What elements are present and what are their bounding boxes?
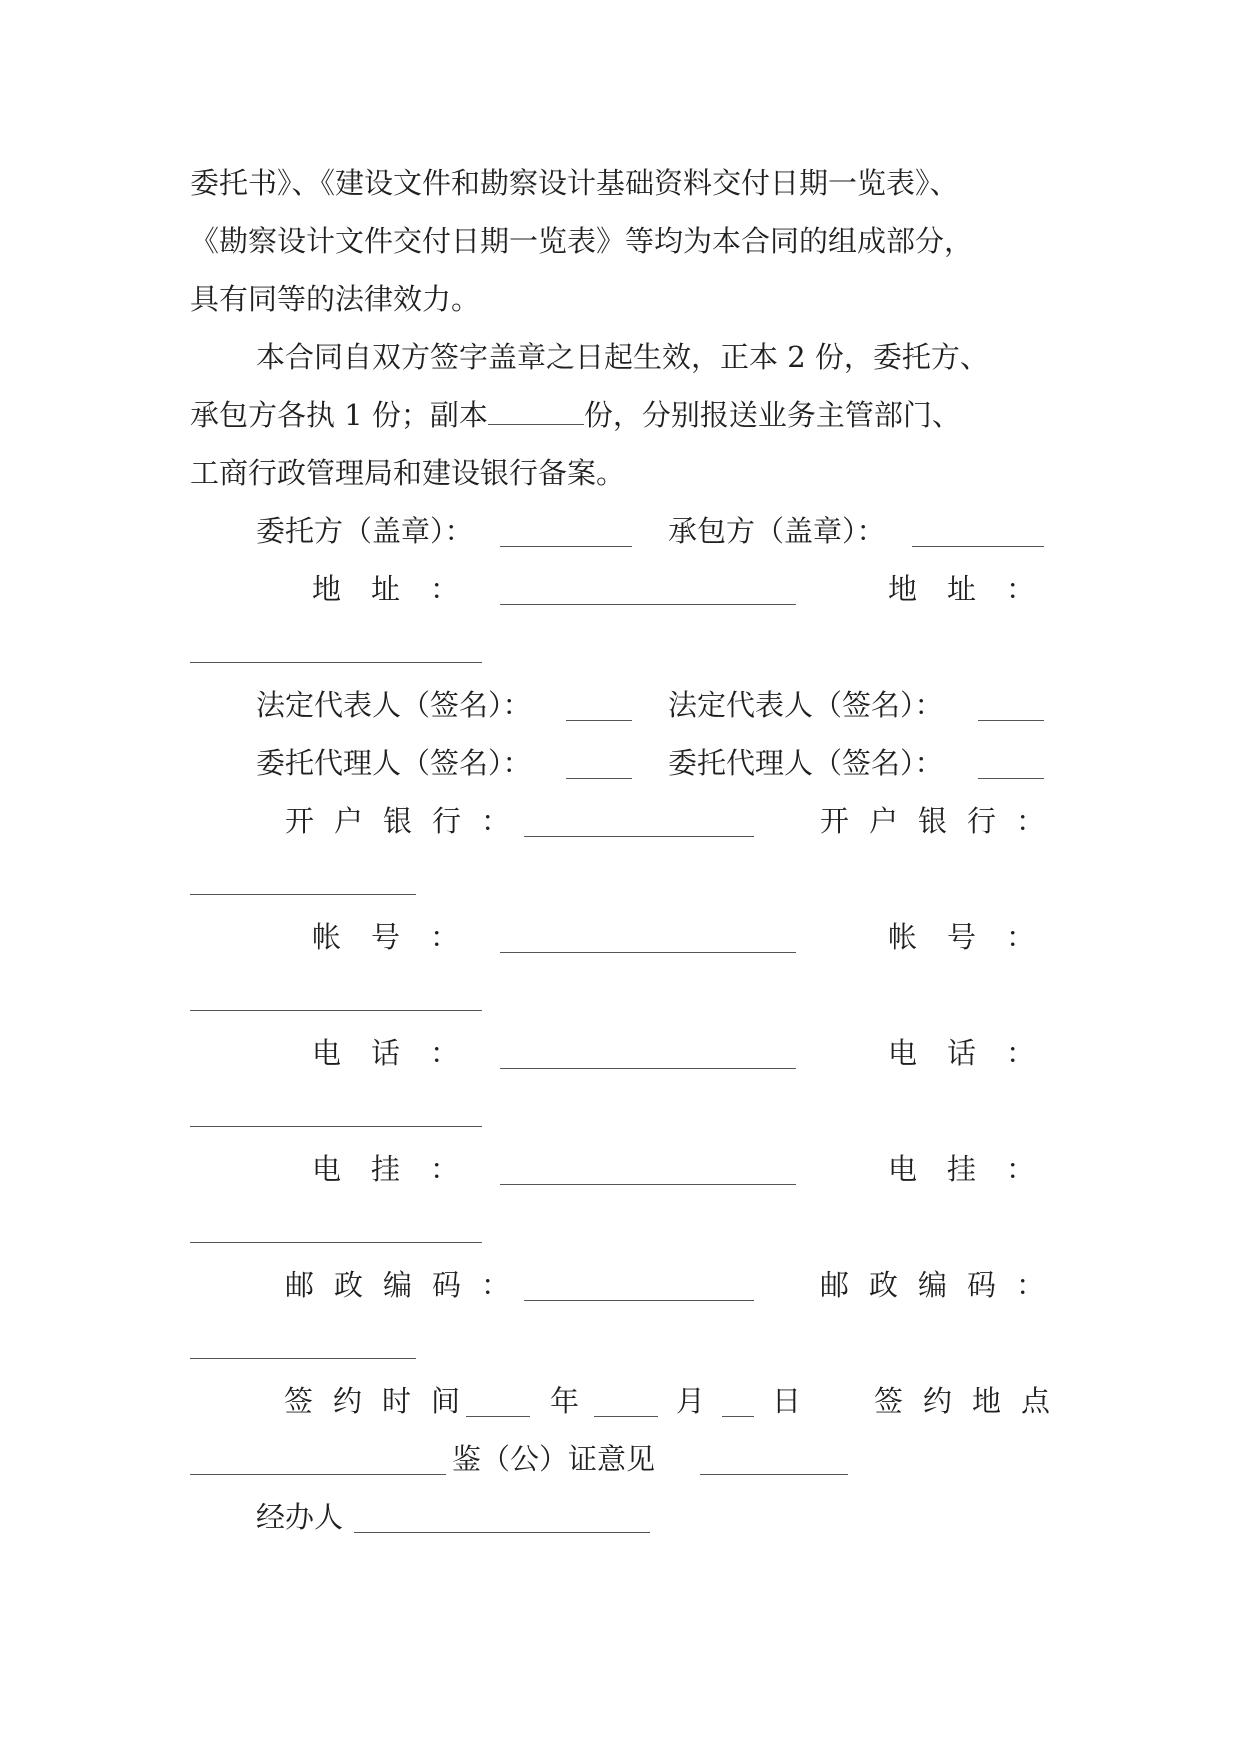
client-telegraph-label: 电挂： xyxy=(312,1152,490,1186)
client-seal-blank[interactable] xyxy=(500,524,632,547)
client-postcode-label: 邮政编码： xyxy=(285,1268,531,1302)
client-address-label: 地址： xyxy=(312,572,490,606)
year-blank[interactable] xyxy=(466,1394,530,1417)
para2-line2 xyxy=(190,386,1070,444)
month-label: 月 xyxy=(676,1384,706,1418)
handler-blank[interactable] xyxy=(354,1510,650,1533)
day-label: 日 xyxy=(772,1384,802,1418)
para1-line3: 具有同等的法律效力。 xyxy=(190,282,481,316)
contractor-postcode-label: 邮政编码： xyxy=(820,1268,1066,1302)
month-blank[interactable] xyxy=(594,1394,658,1417)
signing-place-blank[interactable] xyxy=(190,1452,446,1475)
client-phone-blank[interactable] xyxy=(500,1046,796,1069)
client-bank-label: 开户银行： xyxy=(285,804,531,838)
contractor-postcode-blank[interactable] xyxy=(190,1336,416,1359)
contractor-legal-rep-label: 法定代表人（签名）： xyxy=(668,688,944,722)
client-account-blank[interactable] xyxy=(500,930,796,953)
contractor-agent-label: 委托代理人（签名）： xyxy=(668,746,944,780)
client-phone-label: 电话： xyxy=(312,1036,490,1070)
year-label: 年 xyxy=(550,1384,580,1418)
para2-line3: 工商行政管理局和建设银行备案。 xyxy=(190,456,626,490)
client-seal-label: 委托方（盖章）： xyxy=(256,514,474,548)
contractor-bank-label: 开户银行： xyxy=(820,804,1066,838)
client-bank-blank[interactable] xyxy=(524,814,754,837)
client-agent-label: 委托代理人（签名）： xyxy=(256,746,532,780)
notary-blank[interactable] xyxy=(700,1452,848,1475)
contractor-address-blank[interactable] xyxy=(190,640,482,663)
contractor-account-label: 帐号： xyxy=(888,920,1066,954)
contractor-legal-rep-blank[interactable] xyxy=(978,698,1044,721)
client-postcode-blank[interactable] xyxy=(524,1278,754,1301)
para2-line1: 本合同自双方签字盖章之日起生效，正本 2 份，委托方、 xyxy=(256,340,989,374)
para1-line1: 委托书》、《建设文件和勘察设计基础资料交付日期一览表》、 xyxy=(190,166,959,200)
contractor-agent-blank[interactable] xyxy=(978,756,1044,779)
contractor-phone-label: 电话： xyxy=(888,1036,1066,1070)
client-account-label: 帐号： xyxy=(312,920,490,954)
contractor-address-label: 地址： xyxy=(888,572,1066,606)
client-agent-blank[interactable] xyxy=(566,756,632,779)
copies-blank[interactable] xyxy=(488,402,584,425)
para2-line2-start: 承包方各执 1 份；副本 xyxy=(190,398,488,432)
contractor-account-blank[interactable] xyxy=(190,988,482,1011)
para1-line2: 《勘察设计文件交付日期一览表》等均为本合同的组成部分， xyxy=(190,224,974,258)
client-address-blank[interactable] xyxy=(500,582,796,605)
contractor-seal-label: 承包方（盖章）： xyxy=(668,514,886,548)
signing-place-label: 签约地点 xyxy=(874,1384,1071,1418)
contractor-bank-blank[interactable] xyxy=(190,872,416,895)
contractor-phone-blank[interactable] xyxy=(190,1104,482,1127)
signing-time-label: 签约时间 xyxy=(284,1384,481,1418)
day-blank[interactable] xyxy=(722,1394,754,1417)
contractor-seal-blank[interactable] xyxy=(912,524,1044,547)
client-legal-rep-label: 法定代表人（签名）： xyxy=(256,688,532,722)
handler-label: 经办人 xyxy=(256,1500,344,1534)
contractor-telegraph-blank[interactable] xyxy=(190,1220,482,1243)
notary-label: 鉴（公）证意见 xyxy=(452,1442,656,1476)
client-telegraph-blank[interactable] xyxy=(500,1162,796,1185)
para2-line2-end: 份，分别报送业务主管部门、 xyxy=(583,398,961,432)
client-legal-rep-blank[interactable] xyxy=(566,698,632,721)
contractor-telegraph-label: 电挂： xyxy=(888,1152,1066,1186)
